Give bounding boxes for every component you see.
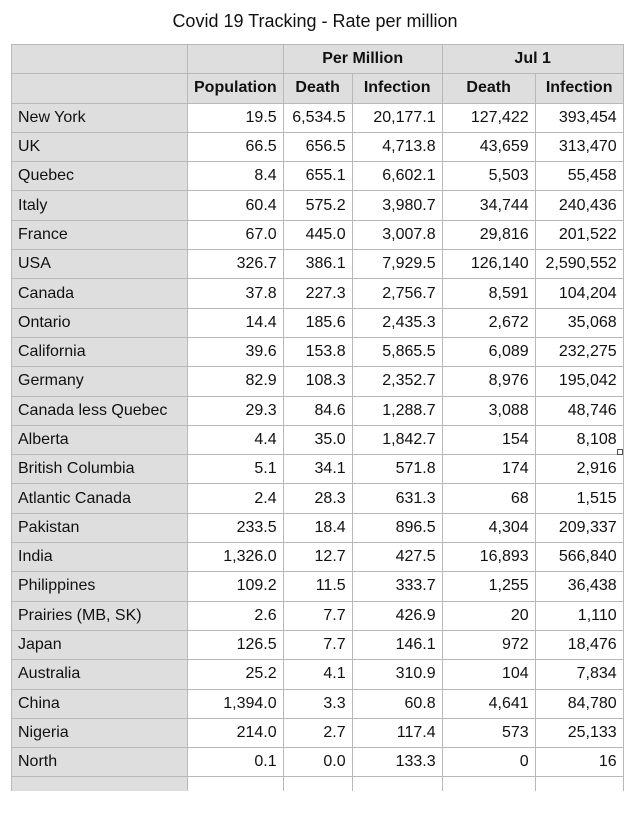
death-cell[interactable]: 29,816 — [442, 220, 535, 249]
pm-infection-cell[interactable]: 133.3 — [352, 748, 442, 777]
pm-death-cell[interactable]: 0.0 — [283, 748, 352, 777]
row-name-cell[interactable]: UK — [12, 132, 188, 161]
pm-infection-cell[interactable]: 631.3 — [352, 484, 442, 513]
header-blank-cell — [12, 74, 188, 103]
header-population: Population — [188, 74, 284, 103]
infection-cell[interactable]: 566,840 — [535, 543, 623, 572]
pm-death-cell[interactable]: 35.0 — [283, 425, 352, 454]
pm-infection-cell[interactable]: 3,980.7 — [352, 191, 442, 220]
population-cell[interactable]: 25.2 — [188, 660, 284, 689]
table-row-empty — [12, 777, 624, 791]
death-cell[interactable]: 6,089 — [442, 337, 535, 366]
death-cell[interactable]: 68 — [442, 484, 535, 513]
population-cell[interactable]: 19.5 — [188, 103, 284, 132]
infection-cell[interactable]: 209,337 — [535, 513, 623, 542]
population-cell[interactable]: 2.4 — [188, 484, 284, 513]
population-cell[interactable]: 126.5 — [188, 630, 284, 659]
infection-cell[interactable]: 240,436 — [535, 191, 623, 220]
population-cell[interactable]: 82.9 — [188, 367, 284, 396]
header-pm-death: Death — [283, 74, 352, 103]
pm-death-cell[interactable]: 575.2 — [283, 191, 352, 220]
death-cell[interactable]: 1,255 — [442, 572, 535, 601]
row-name-cell[interactable]: New York — [12, 103, 188, 132]
pm-infection-cell[interactable]: 6,602.1 — [352, 162, 442, 191]
empty-cell[interactable] — [535, 777, 623, 791]
population-cell[interactable]: 1,326.0 — [188, 543, 284, 572]
population-cell[interactable]: 233.5 — [188, 513, 284, 542]
pm-infection-cell[interactable]: 427.5 — [352, 543, 442, 572]
header-date: Jul 1 — [442, 45, 623, 74]
pm-death-cell[interactable]: 445.0 — [283, 220, 352, 249]
pm-infection-cell[interactable]: 1,842.7 — [352, 425, 442, 454]
pm-death-cell[interactable]: 7.7 — [283, 601, 352, 630]
header-infection: Infection — [535, 74, 623, 103]
table-row — [12, 396, 624, 425]
row-name-cell[interactable]: USA — [12, 250, 188, 279]
table-row — [12, 191, 624, 220]
row-name-cell[interactable]: India — [12, 543, 188, 572]
table-row — [12, 572, 624, 601]
population-cell[interactable]: 60.4 — [188, 191, 284, 220]
table-row — [12, 162, 624, 191]
pm-death-cell[interactable]: 12.7 — [283, 543, 352, 572]
death-cell[interactable]: 972 — [442, 630, 535, 659]
table-row — [12, 425, 624, 454]
table-body — [12, 103, 624, 791]
pm-death-cell[interactable]: 3.3 — [283, 689, 352, 718]
death-cell[interactable]: 16,893 — [442, 543, 535, 572]
pm-death-cell[interactable]: 7.7 — [283, 630, 352, 659]
header-death: Death — [442, 74, 535, 103]
row-name-cell[interactable]: France — [12, 220, 188, 249]
row-name-cell[interactable]: North — [12, 748, 188, 777]
table-row — [12, 689, 624, 718]
pm-infection-cell[interactable]: 20,177.1 — [352, 103, 442, 132]
death-cell[interactable]: 174 — [442, 455, 535, 484]
pm-infection-cell[interactable]: 3,007.8 — [352, 220, 442, 249]
death-cell[interactable]: 34,744 — [442, 191, 535, 220]
empty-cell[interactable] — [283, 777, 352, 791]
infection-cell[interactable]: 104,204 — [535, 279, 623, 308]
table-row — [12, 308, 624, 337]
table-row — [12, 367, 624, 396]
infection-cell[interactable]: 232,275 — [535, 337, 623, 366]
death-cell[interactable]: 126,140 — [442, 250, 535, 279]
row-name-cell[interactable]: Canada less Quebec — [12, 396, 188, 425]
header-group-row — [12, 45, 624, 74]
empty-cell[interactable] — [188, 777, 284, 791]
row-name-cell[interactable]: Germany — [12, 367, 188, 396]
pm-death-cell[interactable]: 656.5 — [283, 132, 352, 161]
population-cell[interactable]: 67.0 — [188, 220, 284, 249]
death-cell[interactable]: 8,976 — [442, 367, 535, 396]
pm-death-cell[interactable]: 18.4 — [283, 513, 352, 542]
row-name-cell[interactable]: Alberta — [12, 425, 188, 454]
infection-cell[interactable]: 8,108 — [535, 425, 623, 454]
death-cell[interactable]: 0 — [442, 748, 535, 777]
pm-infection-cell[interactable]: 426.9 — [352, 601, 442, 630]
infection-cell[interactable]: 195,042 — [535, 367, 623, 396]
pm-death-cell[interactable]: 655.1 — [283, 162, 352, 191]
death-cell[interactable]: 4,641 — [442, 689, 535, 718]
empty-cell[interactable] — [12, 777, 188, 791]
row-name-cell[interactable]: Prairies (MB, SK) — [12, 601, 188, 630]
pm-infection-cell[interactable]: 7,929.5 — [352, 250, 442, 279]
death-cell[interactable]: 4,304 — [442, 513, 535, 542]
table-row — [12, 601, 624, 630]
infection-cell[interactable]: 393,454 — [535, 103, 623, 132]
pm-death-cell[interactable]: 11.5 — [283, 572, 352, 601]
pm-death-cell[interactable]: 34.1 — [283, 455, 352, 484]
header-blank-cell — [12, 45, 188, 74]
infection-cell[interactable]: 2,916 — [535, 455, 623, 484]
row-name-cell[interactable]: Canada — [12, 279, 188, 308]
death-cell[interactable]: 20 — [442, 601, 535, 630]
table-row — [12, 718, 624, 747]
population-cell[interactable]: 37.8 — [188, 279, 284, 308]
population-cell[interactable]: 8.4 — [188, 162, 284, 191]
death-cell[interactable]: 8,591 — [442, 279, 535, 308]
death-cell[interactable]: 127,422 — [442, 103, 535, 132]
table-row — [12, 337, 624, 366]
table-row — [12, 748, 624, 777]
pm-death-cell[interactable]: 2.7 — [283, 718, 352, 747]
infection-cell[interactable]: 7,834 — [535, 660, 623, 689]
header-per-million: Per Million — [283, 45, 442, 74]
population-cell[interactable]: 4.4 — [188, 425, 284, 454]
empty-cell[interactable] — [352, 777, 442, 791]
pm-infection-cell[interactable]: 146.1 — [352, 630, 442, 659]
population-cell[interactable]: 29.3 — [188, 396, 284, 425]
death-cell[interactable]: 573 — [442, 718, 535, 747]
table-row — [12, 455, 624, 484]
pm-infection-cell[interactable]: 60.8 — [352, 689, 442, 718]
pm-death-cell[interactable]: 227.3 — [283, 279, 352, 308]
table-row — [12, 630, 624, 659]
population-cell[interactable]: 109.2 — [188, 572, 284, 601]
row-name-cell[interactable]: Pakistan — [12, 513, 188, 542]
population-cell[interactable]: 326.7 — [188, 250, 284, 279]
row-name-cell[interactable]: Japan — [12, 630, 188, 659]
header-blank-cell — [188, 45, 284, 74]
pm-death-cell[interactable]: 6,534.5 — [283, 103, 352, 132]
pm-infection-cell[interactable]: 5,865.5 — [352, 337, 442, 366]
row-name-cell[interactable]: Atlantic Canada — [12, 484, 188, 513]
row-name-cell[interactable]: British Columbia — [12, 455, 188, 484]
death-cell[interactable]: 104 — [442, 660, 535, 689]
population-cell[interactable]: 1,394.0 — [188, 689, 284, 718]
row-name-cell[interactable]: China — [12, 689, 188, 718]
page-title: Covid 19 Tracking - Rate per million — [172, 11, 458, 31]
death-cell[interactable]: 3,088 — [442, 396, 535, 425]
infection-cell[interactable]: 84,780 — [535, 689, 623, 718]
infection-cell[interactable]: 18,476 — [535, 630, 623, 659]
table-row — [12, 660, 624, 689]
table-row — [12, 484, 624, 513]
infection-cell[interactable]: 2,590,552 — [535, 250, 623, 279]
cell-resize-handle[interactable] — [617, 449, 623, 455]
pm-infection-cell[interactable]: 2,352.7 — [352, 367, 442, 396]
pm-death-cell[interactable]: 28.3 — [283, 484, 352, 513]
table-row — [12, 279, 624, 308]
infection-cell[interactable]: 1,110 — [535, 601, 623, 630]
infection-cell[interactable]: 36,438 — [535, 572, 623, 601]
empty-cell[interactable] — [442, 777, 535, 791]
pm-infection-cell[interactable]: 310.9 — [352, 660, 442, 689]
population-cell[interactable]: 214.0 — [188, 718, 284, 747]
pm-death-cell[interactable]: 108.3 — [283, 367, 352, 396]
pm-death-cell[interactable]: 153.8 — [283, 337, 352, 366]
row-name-cell[interactable]: Italy — [12, 191, 188, 220]
pm-death-cell[interactable]: 185.6 — [283, 308, 352, 337]
death-cell[interactable]: 2,672 — [442, 308, 535, 337]
death-cell[interactable]: 43,659 — [442, 132, 535, 161]
population-cell[interactable]: 2.6 — [188, 601, 284, 630]
row-name-cell[interactable]: Australia — [12, 660, 188, 689]
infection-cell[interactable]: 55,458 — [535, 162, 623, 191]
pm-infection-cell[interactable]: 2,756.7 — [352, 279, 442, 308]
table-row — [12, 513, 624, 542]
table-row — [12, 543, 624, 572]
row-name-cell[interactable]: Philippines — [12, 572, 188, 601]
infection-cell[interactable]: 48,746 — [535, 396, 623, 425]
pm-infection-cell[interactable]: 333.7 — [352, 572, 442, 601]
pm-infection-cell[interactable]: 2,435.3 — [352, 308, 442, 337]
population-cell[interactable]: 14.4 — [188, 308, 284, 337]
pm-infection-cell[interactable]: 4,713.8 — [352, 132, 442, 161]
header-pm-infection: Infection — [352, 74, 442, 103]
infection-cell[interactable]: 35,068 — [535, 308, 623, 337]
infection-cell[interactable]: 313,470 — [535, 132, 623, 161]
table-row — [12, 220, 624, 249]
pm-infection-cell[interactable]: 571.8 — [352, 455, 442, 484]
death-cell[interactable]: 5,503 — [442, 162, 535, 191]
pm-infection-cell[interactable]: 117.4 — [352, 718, 442, 747]
pm-infection-cell[interactable]: 1,288.7 — [352, 396, 442, 425]
population-cell[interactable]: 0.1 — [188, 748, 284, 777]
population-cell[interactable]: 39.6 — [188, 337, 284, 366]
death-cell[interactable]: 154 — [442, 425, 535, 454]
header-row — [12, 74, 624, 103]
pm-death-cell[interactable]: 84.6 — [283, 396, 352, 425]
population-cell[interactable]: 66.5 — [188, 132, 284, 161]
table-row — [12, 250, 624, 279]
row-name-cell[interactable]: Ontario — [12, 308, 188, 337]
infection-cell[interactable]: 1,515 — [535, 484, 623, 513]
infection-cell[interactable]: 25,133 — [535, 718, 623, 747]
infection-cell[interactable]: 201,522 — [535, 220, 623, 249]
covid-table — [11, 44, 624, 791]
table-row — [12, 103, 624, 132]
population-cell[interactable]: 5.1 — [188, 455, 284, 484]
row-name-cell[interactable]: Nigeria — [12, 718, 188, 747]
pm-infection-cell[interactable]: 896.5 — [352, 513, 442, 542]
row-name-cell[interactable]: California — [12, 337, 188, 366]
infection-cell[interactable]: 16 — [535, 748, 623, 777]
pm-death-cell[interactable]: 386.1 — [283, 250, 352, 279]
pm-death-cell[interactable]: 4.1 — [283, 660, 352, 689]
table-row — [12, 132, 624, 161]
row-name-cell[interactable]: Quebec — [12, 162, 188, 191]
